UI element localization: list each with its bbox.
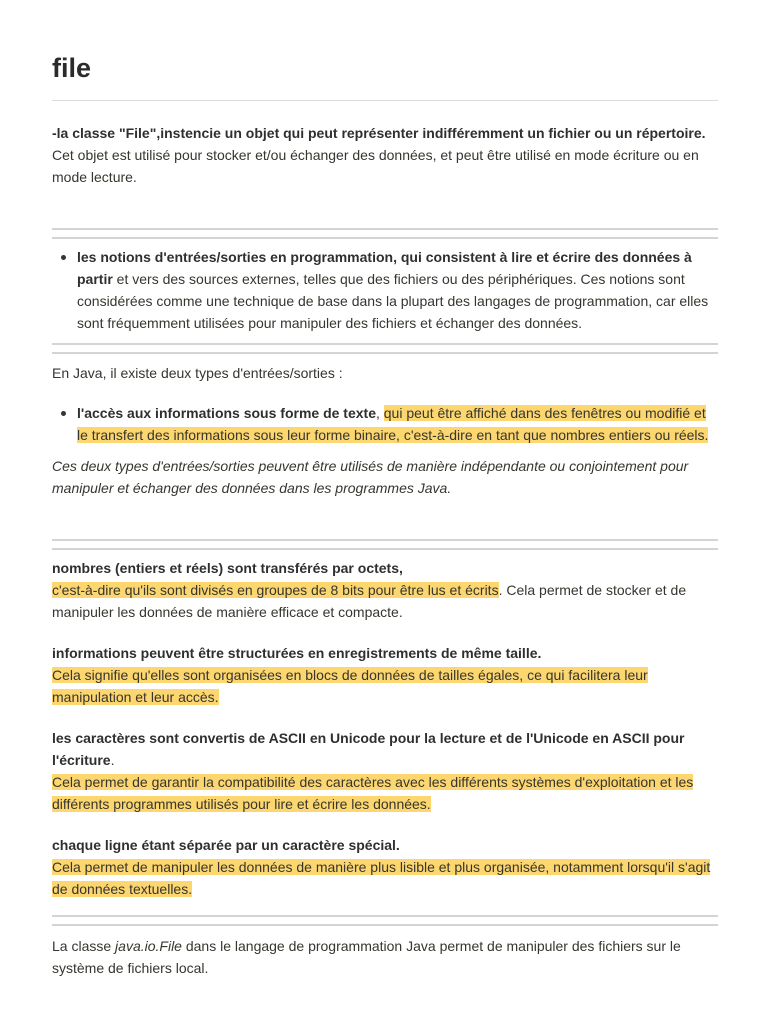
list-item: les notions d'entrées/sorties en programmation, qui consistent à lire et écrire des données à partir et vers des sources externes, telles que des fichiers ou des périphériques. Ces notions sont considérées comme une technique de base dans la plupart des langages de programmation, car elles sont fréquemment utilisées pour manipuler des fichiers et échanger des données. bbox=[52, 246, 718, 334]
detail-item: chaque ligne étant séparée par un caractère spécial. Cela permet de manipuler les données de manière plus lisible et plus organisée, notamment lorsqu'il s'agit de données textuelles. bbox=[52, 837, 711, 897]
intro-section bbox=[52, 122, 718, 188]
list-item: l'accès aux informations sous forme de texte, qui peut être affiché dans des fenêtres ou modifié et le transfert des informations sous leur forme binaire, c'est-à-dire en tant que nombres entiers ou réels. bbox=[52, 402, 718, 446]
page-title: file bbox=[52, 53, 92, 83]
footer-paragraph: La classe java.io.File dans le langage de programmation Java permet de manipuler des fichiers sur le système de fichiers local. bbox=[52, 938, 681, 976]
section-divider bbox=[52, 539, 718, 541]
notions-section bbox=[52, 246, 718, 334]
java-types-note: Ces deux types d'entrées/sorties peuvent être utilisés de manière indépendante ou conjointement pour manipuler et échanger des données dans les programmes Java. bbox=[52, 458, 689, 496]
detail-item: les caractères sont convertis de ASCII en Unicode pour la lecture et de l'Unicode en ASCII pour l'écriture. Cela permet de garantir la compatibilité des caractères avec les différents systèmes d'exploitation et les différents programmes utilisés pour lire et écrire les données. bbox=[52, 730, 694, 812]
detail-item: nombres (entiers et réels) sont transférés par octets, c'est-à-dire qu'ils sont divisés en groupes de 8 bits pour être lus et écrits. Cela permet de stocker et de manipuler les données de manière efficace et compacte. bbox=[52, 560, 687, 620]
intro-bold: -la classe "File",instencie un objet qui peut représenter indifféremment un fichier ou un répertoire. bbox=[52, 125, 706, 141]
java-types-list bbox=[52, 402, 718, 446]
section-divider bbox=[52, 548, 718, 550]
footer-section bbox=[52, 935, 718, 979]
section-divider bbox=[52, 924, 718, 926]
detail-item: informations peuvent être structurées en enregistrements de même taille. Cela signifie qu'elles sont organisées en blocs de données de tailles égales, ce qui facilitera leur manipulation et leur accès. bbox=[52, 645, 648, 705]
title-divider bbox=[52, 100, 718, 101]
section-divider bbox=[52, 352, 718, 354]
java-types-section bbox=[52, 362, 718, 499]
section-divider bbox=[52, 237, 718, 239]
details-section bbox=[52, 557, 718, 900]
code-reference: java.io.File bbox=[115, 938, 182, 954]
section-divider bbox=[52, 343, 718, 345]
intro-text: Cet objet est utilisé pour stocker et/ou échanger des données, et peut être utilisé en mode écriture ou en mode lecture. bbox=[52, 147, 699, 185]
section-divider bbox=[52, 228, 718, 230]
section-divider bbox=[52, 915, 718, 917]
notions-list bbox=[52, 246, 718, 334]
java-types-lead: En Java, il existe deux types d'entrées/sorties : bbox=[52, 365, 343, 381]
